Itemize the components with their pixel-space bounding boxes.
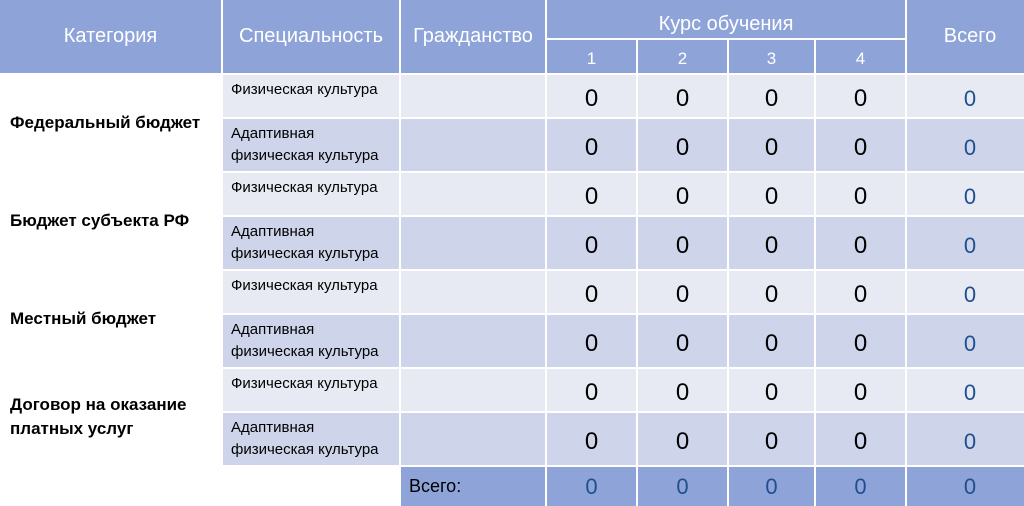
value-cell: 0: [729, 75, 814, 117]
value-cell: 0: [638, 217, 727, 269]
value-cell: 0: [638, 173, 727, 215]
category-label: Местный бюджет: [0, 271, 221, 367]
value-cell: 0: [816, 271, 905, 313]
header-citizenship: Гражданство: [401, 0, 545, 73]
row-total-cell: 0: [907, 217, 1024, 269]
specialty-label: Адаптивная физическая культура: [223, 119, 399, 171]
row-total-cell: 0: [907, 315, 1024, 367]
citizenship-cell: [401, 119, 545, 171]
value-cell: 0: [638, 119, 727, 171]
value-cell: 0: [729, 413, 814, 465]
header-course-2: 2: [638, 40, 727, 73]
citizenship-cell: [401, 75, 545, 117]
footer-value-cell: 0: [638, 467, 727, 506]
value-cell: 0: [729, 369, 814, 411]
value-cell: 0: [547, 119, 636, 171]
citizenship-cell: [401, 369, 545, 411]
header-category: Категория: [0, 0, 221, 73]
value-cell: 0: [638, 75, 727, 117]
specialty-label: Физическая культура: [223, 75, 399, 117]
category-label: Федеральный бюджет: [0, 75, 221, 171]
value-cell: 0: [729, 173, 814, 215]
value-cell: 0: [638, 369, 727, 411]
value-cell: 0: [547, 217, 636, 269]
specialty-label: Физическая культура: [223, 271, 399, 313]
row-total-cell: 0: [907, 119, 1024, 171]
value-cell: 0: [816, 119, 905, 171]
header-course-1: 1: [547, 40, 636, 73]
value-cell: 0: [547, 271, 636, 313]
value-cell: 0: [729, 271, 814, 313]
value-cell: 0: [816, 75, 905, 117]
value-cell: 0: [547, 173, 636, 215]
value-cell: 0: [547, 413, 636, 465]
row-total-cell: 0: [907, 173, 1024, 215]
specialty-label: Адаптивная физическая культура: [223, 315, 399, 367]
specialty-label: Адаптивная физическая культура: [223, 413, 399, 465]
specialty-label: Физическая культура: [223, 173, 399, 215]
citizenship-cell: [401, 315, 545, 367]
footer-label: Всего:: [401, 467, 545, 506]
footer-value-cell: 0: [729, 467, 814, 506]
citizenship-cell: [401, 217, 545, 269]
value-cell: 0: [816, 315, 905, 367]
category-label: Договор на оказание платных услуг: [0, 369, 221, 465]
row-total-cell: 0: [907, 413, 1024, 465]
value-cell: 0: [547, 75, 636, 117]
value-cell: 0: [816, 217, 905, 269]
value-cell: 0: [547, 315, 636, 367]
header-total: Всего: [907, 0, 1024, 73]
value-cell: 0: [638, 315, 727, 367]
row-total-cell: 0: [907, 271, 1024, 313]
category-label: Бюджет субъекта РФ: [0, 173, 221, 269]
value-cell: 0: [729, 217, 814, 269]
footer-total-cell: 0: [907, 467, 1024, 506]
citizenship-cell: [401, 271, 545, 313]
value-cell: 0: [729, 315, 814, 367]
header-course-4: 4: [816, 40, 905, 73]
header-course-3: 3: [729, 40, 814, 73]
specialty-label: Физическая культура: [223, 369, 399, 411]
header-specialty: Специальность: [223, 0, 399, 73]
value-cell: 0: [638, 271, 727, 313]
citizenship-cell: [401, 413, 545, 465]
footer-value-cell: 0: [816, 467, 905, 506]
value-cell: 0: [547, 369, 636, 411]
value-cell: 0: [816, 173, 905, 215]
citizenship-cell: [401, 173, 545, 215]
value-cell: 0: [816, 369, 905, 411]
row-total-cell: 0: [907, 75, 1024, 117]
value-cell: 0: [816, 413, 905, 465]
specialty-label: Адаптивная физическая культура: [223, 217, 399, 269]
value-cell: 0: [729, 119, 814, 171]
footer-value-cell: 0: [547, 467, 636, 506]
value-cell: 0: [638, 413, 727, 465]
footer-blank: [0, 467, 399, 506]
header-course: Курс обучения: [547, 0, 905, 38]
row-total-cell: 0: [907, 369, 1024, 411]
